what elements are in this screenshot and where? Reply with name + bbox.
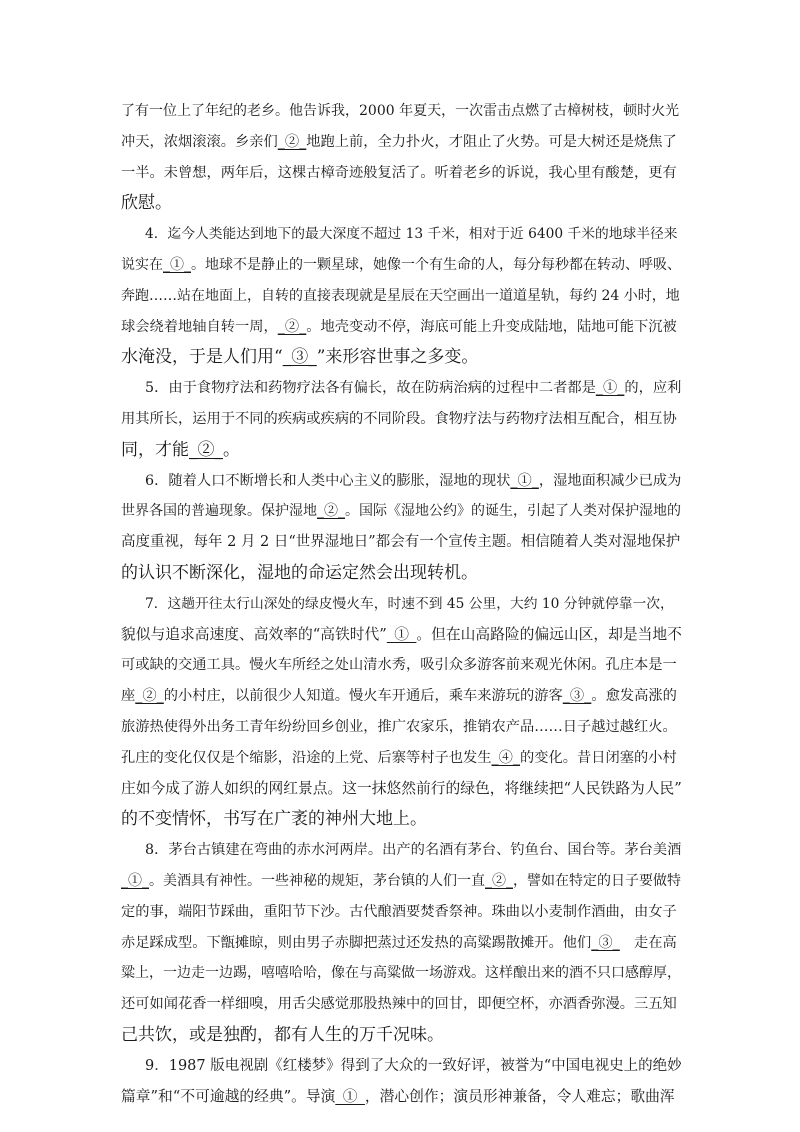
text-segment: 了有一位上了年纪的老乡。他告诉我，2000 年夏天，一次雷击点燃了古樟树枝，顿时火光 (121, 103, 680, 119)
text-segment: 篇章”和“不可逾越的经典”。导演 (121, 1087, 336, 1105)
text-segment: 的认识不断深化，湿地的命运定然会出现转机。 (121, 563, 478, 583)
text-line (121, 715, 677, 739)
text-line (121, 345, 478, 369)
text-line (121, 869, 681, 893)
answer-blank: _①_ (510, 472, 539, 489)
text-segment: 走在高 (619, 934, 677, 951)
text-line (121, 653, 677, 677)
answer-blank: _①_ (121, 873, 149, 889)
text-segment: 。国际《湿地公约》的诞生，引起了人类对保护湿地的 (345, 503, 681, 520)
text-segment: 说实在 (121, 257, 163, 273)
text-segment: 己共饮，或是独酌，都有人生的万千况味。 (121, 1025, 444, 1045)
answer-blank: _②_ (317, 503, 345, 520)
text-segment: 6．随着人口不断增长和人类中心主义的膨胀，湿地的现状 (145, 472, 511, 489)
text-line (121, 253, 681, 277)
text-segment: 还可如闻花香一样细嗅，用舌尖感觉那股热辣中的回甘，即便空杯，亦酒香弥漫。三五知 (121, 996, 677, 1013)
text-line (121, 191, 172, 215)
text-segment: 5．由于食物疗法和药物疗法各有偏长，故在防病治病的过程中二者都是 (145, 380, 596, 397)
text-segment: 。但在山高路险的偏远山区，却是当地不 (416, 625, 682, 643)
text-segment: 世界各国的普遍现象。保护湿地 (121, 503, 317, 520)
text-segment: 用其所长，运用于不同的疾病或疾病的不同阶段。食物疗法与药物疗法相互配合，相互协 (121, 411, 677, 427)
answer-blank: _③_ (562, 688, 592, 705)
text-segment: 的小村庄，以前很少人知道。慢火车开通后，乘车来游玩的游客 (163, 688, 563, 705)
text-segment: 一半。未曾想，两年后，这棵古樟奇迹般复活了。听着老乡的诉说，我心里有酸楚，更有 (121, 164, 677, 181)
text-line (145, 592, 674, 616)
text-line (121, 807, 427, 831)
text-segment: 可或缺的交通工具。慢火车所经之处山清水秀，吸引众多游客前来观光休闲。孔庄本是一 (121, 657, 677, 674)
text-line (121, 777, 682, 801)
text-segment: 。美酒具有神性。一些神秘的规矩，茅台镇的人们一直 (149, 873, 485, 889)
text-line (145, 838, 681, 862)
text-line (121, 315, 677, 339)
answer-blank: _①_ (386, 625, 417, 643)
text-line (121, 561, 478, 585)
text-segment: 定的事，端阳节踩曲，重阳节下沙。古代酿酒要焚香祭神。珠曲以小麦制作酒曲，由女子 (121, 903, 677, 920)
text-line (121, 99, 679, 123)
text-line (121, 900, 677, 924)
text-segment: 地跑上前，全力扑火，才阻止了火势。可是大树还是烧焦了 (306, 133, 677, 150)
text-line (121, 499, 681, 523)
answer-blank: _③_ (591, 934, 620, 951)
text-line (121, 931, 677, 955)
answer-blank: _①_ (163, 257, 191, 273)
text-segment: 4．迄今人类能达到地下的最大深度不超过 13 千米，相对于近 6400 千米的地球半径来 (145, 226, 678, 243)
text-segment: ，潜心创作；演员形神兼备，令人难忘；歌曲浑 (364, 1087, 675, 1105)
text-segment: 。地球不是静止的一颗星球，她像一个有生命的人，每分每秒都在转动、呼吸、 (191, 257, 681, 273)
answer-blank: _②_ (135, 688, 164, 705)
text-segment: 欣慰。 (121, 193, 172, 214)
answer-blank: _②_ (485, 873, 513, 889)
text-line (121, 1085, 675, 1109)
text-line (121, 530, 680, 554)
text-segment: 粱上，一边走一边踢，嘻嘻哈哈，像在与高粱做一场游戏。这样酿出来的酒不只口感醇厚， (121, 965, 681, 982)
text-segment: 水淹没，于是人们用“ (121, 347, 283, 368)
text-line (145, 222, 677, 246)
text-line (121, 161, 677, 185)
text-line (121, 746, 677, 770)
answer-blank: _①_ (595, 380, 625, 397)
answer-blank: _②_ (277, 318, 307, 335)
answer-blank: _①_ (335, 1087, 365, 1105)
text-segment: 8．茅台古镇建在弯曲的赤水河两岸。出产的名酒有茅台、钓鱼台、国台等。茅台美酒 (145, 842, 682, 859)
text-segment: 球会绕着地轴自转一周， (121, 318, 278, 335)
text-line (121, 992, 677, 1016)
text-segment: 旅游热使得外出务工青年纷纷回乡创业，推广农家乐，推销农产品……日子越过越红火。 (121, 719, 677, 735)
text-segment: 。 (223, 439, 240, 460)
text-segment: 孔庄的变化仅仅是个缩影，沿途的上党、后寨等村子也发生 (121, 749, 492, 766)
text-segment: ”来形容世事之多变。 (316, 347, 479, 368)
text-segment: 奔跑……站在地面上，自转的直接表现就是星辰在天空画出一道道星轨，每约 24 小时，地 (121, 287, 680, 304)
answer-blank: _②_ (189, 439, 223, 460)
text-segment: 的变化。昔日闭塞的小村 (520, 749, 677, 766)
text-segment: 赤足踩成型。下甑摊晾，则由男子赤脚把蒸过还发热的高粱踢散摊开。他们 (121, 934, 592, 951)
text-segment: 。愈发高涨的 (591, 688, 677, 705)
text-line (121, 438, 240, 462)
text-line (145, 376, 681, 400)
text-line (145, 469, 681, 493)
text-segment: 冲天，浓烟滚滚。乡亲们 (121, 133, 278, 150)
answer-blank: _④_ (491, 749, 521, 766)
text-segment: 高度重视，每年 2 月 2 日“世界湿地日”都会有一个宣传主题。相信随着人类对湿地保护 (121, 534, 681, 551)
text-line (121, 130, 677, 154)
answer-blank: _②_ (277, 133, 307, 150)
text-line (121, 684, 677, 708)
text-segment: 的不变情怀，书写在广袤的神州大地上。 (121, 809, 427, 830)
text-line (121, 1023, 444, 1047)
text-segment: ，譬如在特定的日子要做特 (513, 873, 681, 889)
text-segment: ，湿地面积减少已成为 (538, 472, 682, 489)
text-segment: 。地壳变动不停，海底可能上升变成陆地，陆地可能下沉被 (306, 318, 677, 335)
text-line (145, 1054, 682, 1078)
text-segment: 同，才能 (121, 439, 189, 460)
text-segment: 9．1987 版电视剧《红楼梦》得到了大众的一致好评，被誉为“中国电视史上的绝妙 (145, 1057, 682, 1074)
text-line (121, 623, 682, 647)
answer-blank: _③_ (282, 347, 317, 368)
text-segment: 座 (121, 688, 136, 705)
text-line (121, 407, 677, 431)
text-segment: 的，应利 (624, 380, 682, 397)
text-line (121, 284, 680, 308)
text-segment: 庄如今成了游人如织的网红景点。这一抹悠然前行的绿色，将继续把“人民铁路为人民” (121, 779, 682, 797)
text-segment: 7．这趟开往太行山深处的绿皮慢火车，时速不到 45 公里，大约 10 分钟就停靠一次， (145, 595, 674, 612)
text-segment: 貌似与追求高速度、高效率的“高铁时代” (121, 625, 387, 643)
text-line (121, 961, 681, 985)
